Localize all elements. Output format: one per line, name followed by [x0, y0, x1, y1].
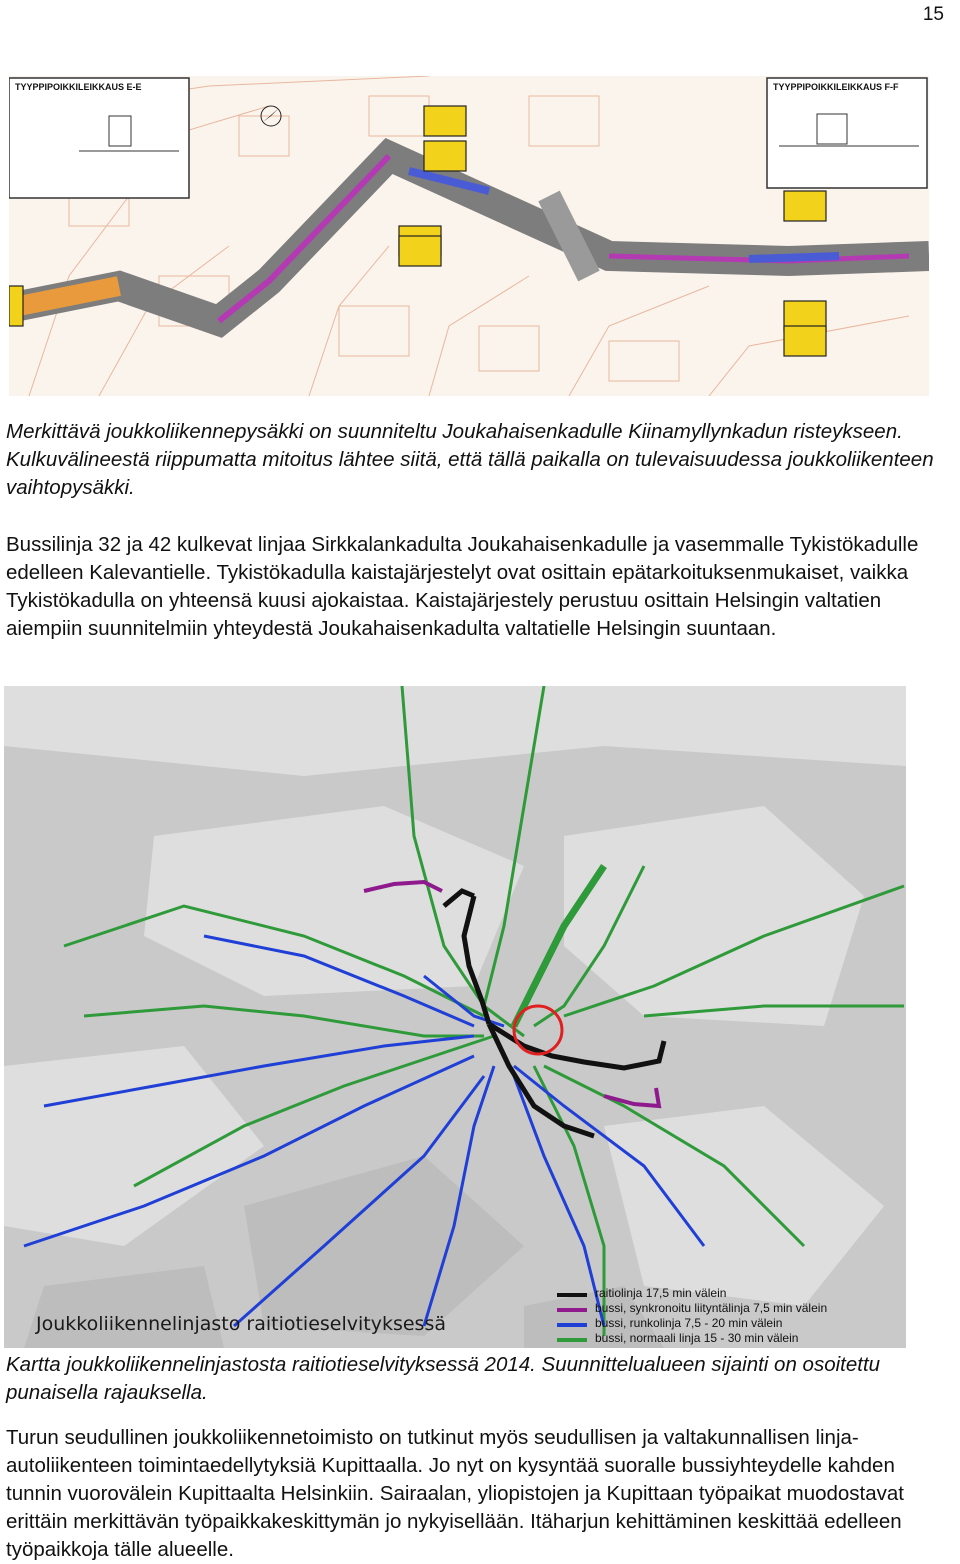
map-legend: raitiolinja 17,5 min välein bussi, synkronoitu liityntälinja 7,5 min välein bussi, runkolinja 7,5 - 20 min välein bussi, normaali linja 15 - 30 min välein [535, 1286, 905, 1346]
transit-network-map [4, 686, 906, 1348]
section-label-e: TYYPPIPOIKKILEIKKAUS E-E [15, 82, 142, 92]
page-number: 15 [922, 4, 944, 25]
street-plan-figure [9, 76, 929, 396]
legend-swatch [557, 1323, 587, 1327]
legend-swatch [557, 1308, 587, 1312]
legend-swatch [557, 1293, 587, 1297]
figure1-caption: Merkittävä joukkoliikennepysäkki on suunniteltu Joukahaisenkadulle Kiinamyllynkadun risteykseen. Kulkuvälineestä riippumatta mitoitus lähtee siitä, että tällä paikalla on tulevaisuudessa joukkoliikenteen vaihtopysäkki. [6, 420, 934, 499]
figure2-caption: Kartta joukkoliikennelinjastosta raitiotieselvityksessä 2014. Suunnittelualueen sijainti on osoitettu punaisella rajauksella. [6, 1353, 881, 1404]
map-title: Joukkoliikennelinjasto raitiotieselvityksessä [36, 1313, 447, 1335]
section-label-f: TYYPPIPOIKKILEIKKAUS F-F [773, 82, 899, 92]
legend-swatch [557, 1338, 587, 1342]
paragraph-1: Bussilinja 32 ja 42 kulkevat linjaa Sirkkalankadulta Joukahaisenkadulle ja vasemmalle Tykistökadulle edelleen Kalevantielle. Tykistökadulla kaistajärjestelyt ovat osittain epätarkoituksenmukaiset, vaikka Tykistökadulla on yhteensä kuusi ajokaistaa. Kaistajärjestely perustuu osittain Helsingin valtatien aiempiin suunnitelmiin yhteydestä Joukahaisenkadulta valtatielle Helsingin suuntaan. [6, 533, 919, 640]
paragraph-2: Turun seudullinen joukkoliikennetoimisto on tutkinut myös seudullisen ja valtakunnallisen linja-autoliikenteen toimintaedellytyksiä Kupittaalla. Jo nyt on kysyntää suoralle bussiyhteydelle kahden tunnin vuorovälein Kupittaalta Helsinkiin. Sairaalan, yliopistojen ja Kupittaan työpaikat muodostavat erittäin merkittävän työpaikkakeskittymän jo nykyisellään. Itäharjun kehittäminen keskittää edelleen työpaikkoja tälle alueelle. [6, 1426, 904, 1561]
